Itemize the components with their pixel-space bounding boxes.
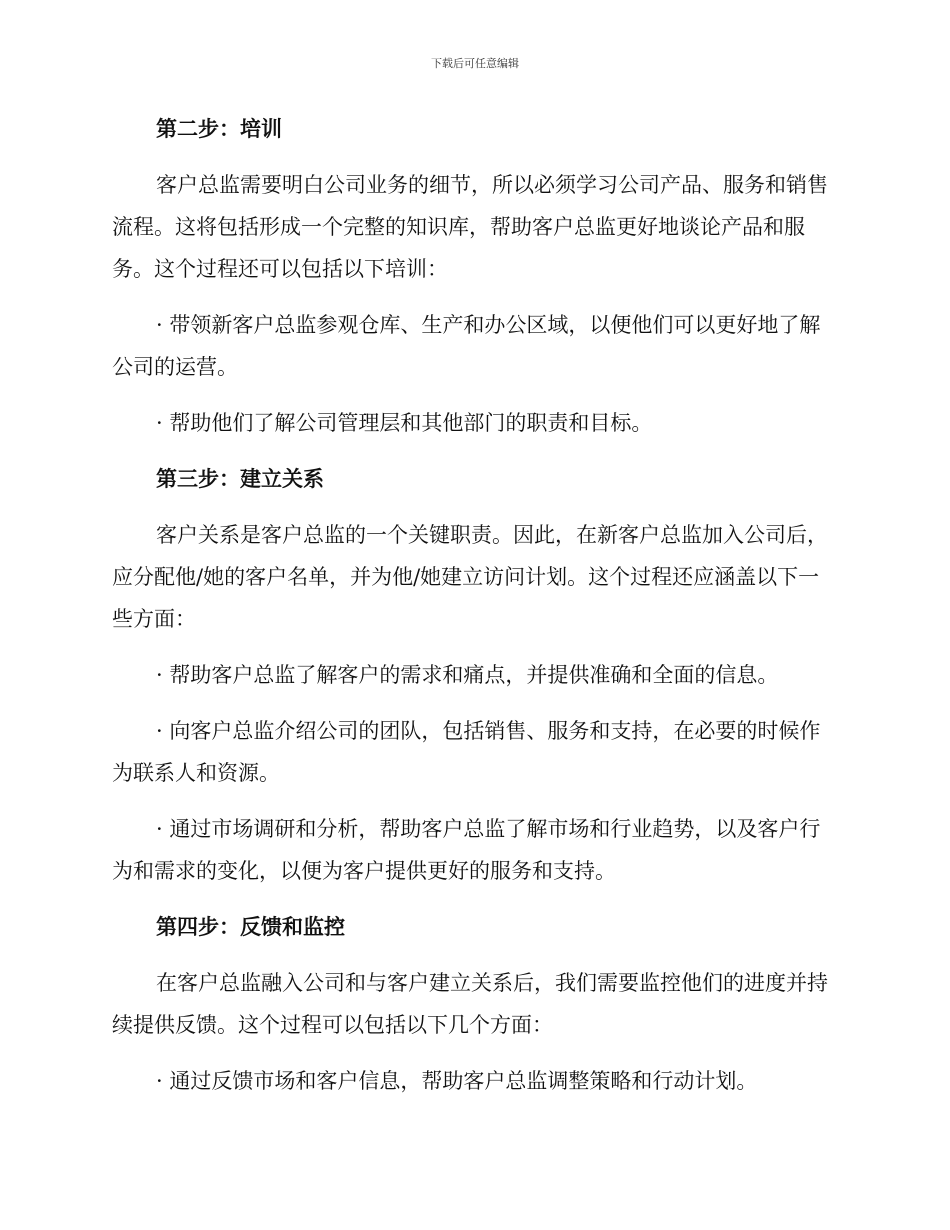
- bullet-item: · 向客户总监介绍公司的团队，包括销售、服务和支持，在必要的时候作为联系人和资源。: [112, 719, 821, 785]
- bullet-item: · 通过反馈市场和客户信息，帮助客户总监调整策略和行动计划。: [156, 1069, 758, 1093]
- section-heading-relationships: 第三步：建立关系: [156, 466, 324, 491]
- paragraph: 客户关系是客户总监的一个关键职责。因此，在新客户总监加入公司后，应分配他/她的客户名单，并为他/她建立访问计划。这个过程还应涵盖以下一些方面：: [112, 523, 828, 631]
- bullet-item: · 帮助客户总监了解客户的需求和痛点，并提供准确和全面的信息。: [156, 663, 779, 687]
- document-body: [112, 108, 832, 1116]
- bullet-item: · 帮助他们了解公司管理层和其他部门的职责和目标。: [156, 411, 653, 435]
- paragraph: 客户总监需要明白公司业务的细节，所以必须学习公司产品、服务和销售流程。这将包括形成一个完整的知识库，帮助客户总监更好地谈论产品和服务。这个过程还可以包括以下培训：: [112, 173, 828, 281]
- page-header: 下载后可任意编辑: [431, 57, 519, 70]
- section-heading-training: 第二步：培训: [156, 116, 282, 141]
- bullet-item: · 带领新客户总监参观仓库、生产和办公区域，以便他们可以更好地了解公司的运营。: [112, 313, 821, 379]
- bullet-item: · 通过市场调研和分析，帮助客户总监了解市场和行业趋势，以及客户行为和需求的变化，以便为客户提供更好的服务和支持。: [112, 817, 821, 883]
- paragraph: 在客户总监融入公司和与客户建立关系后，我们需要监控他们的进度并持续提供反馈。这个过程可以包括以下几个方面：: [112, 971, 828, 1037]
- section-heading-feedback: 第四步：反馈和监控: [156, 914, 345, 939]
